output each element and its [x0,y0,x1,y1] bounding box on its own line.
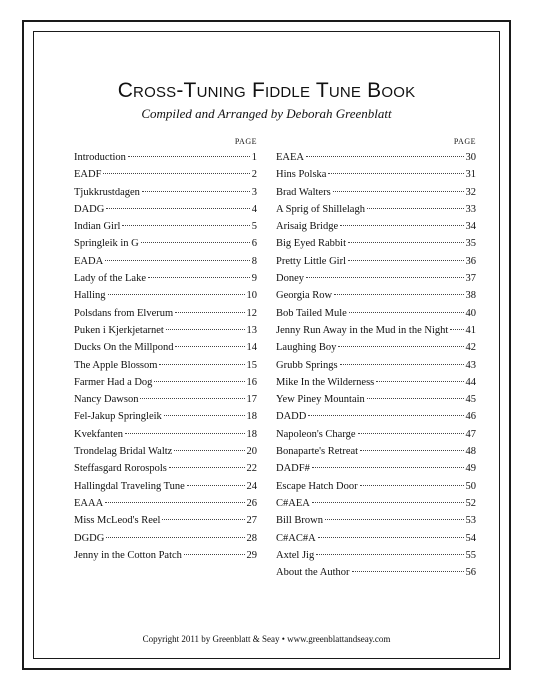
toc-entry [74,218,257,235]
dot-leader [108,294,245,295]
toc-entry-title: Brad Walters [276,186,331,198]
toc-entry-page: 47 [465,428,476,440]
toc-entry-title: Big Eyed Rabbit [276,238,346,250]
toc-entry [74,357,257,374]
toc-entry-page: 48 [465,446,476,458]
toc-entry-page: 30 [465,152,476,163]
toc-entry [276,253,476,270]
toc-column-right [276,134,476,581]
toc-entry [74,391,257,408]
toc-entry [276,357,476,374]
dot-leader [162,519,244,520]
toc-entry-page: 18 [246,428,257,440]
toc-entry-title: Yew Piney Mountain [276,394,365,406]
toc-entry-title: Indian Girl [74,221,121,233]
dot-leader [141,242,250,243]
toc-entry-title: Pretty Little Girl [276,255,346,267]
toc-entry [276,184,476,201]
toc-entry-title: EADF [74,169,102,181]
toc-entry-title: Farmer Had a Dog [74,376,153,388]
toc-entry [276,305,476,322]
toc-entry-title: Miss McLeod's Reel [74,515,161,527]
page-column-header: PAGE [234,137,257,146]
toc-entry [74,530,257,547]
toc-entry-title: DADG [74,203,105,215]
toc-entry-title: Polsdans from Elverum [74,307,174,319]
toc-entry-title: About the Author [276,567,350,579]
toc-entry [276,391,476,408]
toc-entry [74,495,257,512]
dot-leader [142,191,250,192]
toc-entry-page: 46 [465,411,476,423]
toc-entry-page: 12 [246,307,257,319]
toc-entry-page: 45 [465,394,476,406]
toc-entry [74,253,257,270]
dot-leader [450,329,463,330]
toc-entry [276,270,476,287]
toc-entry [74,339,257,356]
toc-list-left [74,149,257,564]
toc-entry [74,374,257,391]
toc-entry-page: 38 [465,290,476,302]
toc-entry-page: 8 [251,255,257,267]
toc-entry [74,149,257,166]
toc-entry-title: Napoleon's Charge [276,428,356,440]
toc-entry-title: Jenny in the Cotton Patch [74,549,182,561]
toc-entry-page: 54 [465,532,476,544]
toc-entry-page: 17 [246,394,257,406]
book-subtitle: Compiled and Arranged by Deborah Greenblatt [141,106,392,121]
toc-entry [276,426,476,443]
dot-leader [349,312,464,313]
dot-leader [159,364,244,365]
toc-entry-title: Jenny Run Away in the Mud in the Night [276,324,449,336]
toc-entry-title: Springleik in G [74,238,139,250]
dot-leader [105,502,244,503]
toc-entry-title: Doney [276,273,304,285]
toc-entry-page: 34 [465,221,476,233]
dot-leader [106,537,244,538]
toc-entry-title: Ducks On the Millpond [74,342,174,354]
dot-leader [334,294,463,295]
toc-entry-page: 9 [251,273,257,285]
toc-entry-page: 27 [246,515,257,527]
toc-list-right [276,149,476,581]
toc-entry-title: C#AC#A [276,532,316,544]
toc-entry [276,547,476,564]
toc-entry-page: 31 [465,169,476,181]
toc-entry-page: 24 [246,480,257,492]
toc-entry [74,460,257,477]
toc-entry-page: 1 [251,152,257,163]
dot-leader [367,398,464,399]
toc-entry [74,235,257,252]
toc-entry-page: 14 [246,342,257,354]
toc-entry-title: Fel-Jakup Springleik [74,411,162,423]
toc-entry-page: 33 [465,203,476,215]
toc-entry [276,339,476,356]
toc-entry-page: 6 [251,238,257,250]
dot-leader [122,225,249,226]
toc-entry-title: C#AEA [276,497,310,509]
toc-entry-page: 32 [465,186,476,198]
dot-leader [140,398,244,399]
toc-entry-title: Axtel Jig [276,549,315,561]
toc-entry-title: Bill Brown [276,515,323,527]
toc-entry-title: Halling [74,290,106,302]
toc-entry [276,495,476,512]
toc-entry-title: The Apple Blossom [74,359,158,371]
dot-leader [348,260,464,261]
toc-entry-page: 36 [465,255,476,267]
dot-leader [316,554,463,555]
toc-entry-title: Escape Hatch Door [276,480,358,492]
toc-entry-page: 26 [246,497,257,509]
toc-entry-page: 40 [465,307,476,319]
toc-entry-page: 15 [246,359,257,371]
dot-leader [367,208,464,209]
dot-leader [340,364,464,365]
toc-entry [74,408,257,425]
toc-entry-title: Puken i Kjerkjetarnet [74,324,164,336]
toc-entry-page: 55 [465,549,476,561]
dot-leader [175,346,244,347]
toc-entry-title: A Sprig of Shillelagh [276,203,365,215]
dot-leader [338,346,463,347]
toc-entry-page: 53 [465,515,476,527]
toc-entry-title: Bonaparte's Retreat [276,446,359,458]
toc-entry-page: 16 [246,376,257,388]
dot-leader [308,415,463,416]
dot-leader [148,277,250,278]
toc-entry-page: 41 [465,324,476,336]
dot-leader [348,242,464,243]
toc-entry-title: Trondelag Bridal Waltz [74,446,173,458]
dot-leader [166,329,245,330]
toc-entry [276,564,476,581]
toc-entry-page: 4 [251,203,257,215]
toc-entry [276,322,476,339]
dot-leader [328,173,463,174]
dot-leader [306,277,464,278]
toc-column-left [74,134,257,564]
toc-entry [74,305,257,322]
toc-entry-title: Bob Tailed Mule [276,307,347,319]
toc-entry [276,374,476,391]
toc-entry-title: Nancy Dawson [74,394,139,406]
toc-entry-page: 49 [465,463,476,475]
dot-leader [318,537,464,538]
toc-entry-title: Steffasgard Rorospols [74,463,167,475]
toc-entry-page: 3 [251,186,257,198]
toc-entry-title: EADA [74,255,104,267]
toc-entry-title: Arisaig Bridge [276,221,339,233]
dot-leader [360,450,463,451]
toc-entry-page: 37 [465,273,476,285]
toc-entry-page: 18 [246,411,257,423]
toc-entry-page: 5 [251,221,257,233]
toc-entry [276,166,476,183]
dot-leader [164,415,245,416]
toc-entry-page: 2 [251,169,257,181]
toc-entry [276,460,476,477]
page-column-header: PAGE [453,137,476,146]
toc-entry [74,322,257,339]
toc-entry [276,443,476,460]
toc-entry [276,201,476,218]
toc-entry-page: 29 [246,549,257,561]
toc-entry-page: 52 [465,497,476,509]
dot-leader [105,260,250,261]
toc-entry-title: DGDG [74,532,105,544]
dot-leader [103,173,249,174]
dot-leader [340,225,463,226]
toc-entry [74,201,257,218]
toc-entry-title: Hins Polska [276,169,327,181]
toc-entry [74,478,257,495]
toc-entry-page: 43 [465,359,476,371]
dot-leader [312,467,464,468]
toc-entry-page: 35 [465,238,476,250]
dot-leader [125,433,245,434]
dot-leader [106,208,249,209]
toc-entry [276,478,476,495]
dot-leader [174,450,244,451]
toc-entry-title: Tjukkrustdagen [74,186,140,198]
dot-leader [187,485,245,486]
toc-entry-title: Kvekfanten [74,428,123,440]
toc-entry-page: 42 [465,342,476,354]
dot-leader [154,381,244,382]
toc-entry-page: 10 [246,290,257,302]
toc-entry-page: 22 [246,463,257,475]
toc-entry-page: 56 [465,567,476,579]
dot-leader [325,519,464,520]
book-title: Cross-Tuning Fiddle Tune Book [117,79,416,102]
toc-entry [276,408,476,425]
toc-entry [74,426,257,443]
copyright-footer: Copyright 2011 by Greenblatt & Seay • www.greenblattandseay.com [142,634,391,644]
toc-entry-page: 28 [246,532,257,544]
dot-leader [169,467,245,468]
toc-entry [74,184,257,201]
toc-entry-title: Lady of the Lake [74,273,147,285]
toc-entry [74,166,257,183]
toc-entry-page: 13 [246,324,257,336]
toc-entry-title: Mike In the Wilderness [276,376,375,388]
dot-leader [184,554,245,555]
dot-leader [358,433,464,434]
dot-leader [306,156,464,157]
dot-leader [312,502,464,503]
toc-entry-page: 20 [246,446,257,458]
toc-entry-title: Grubb Springs [276,359,338,371]
toc-entry-title: Hallingdal Traveling Tune [74,480,185,492]
toc-entry [74,547,257,564]
toc-entry-page: 44 [465,376,476,388]
dot-leader [128,156,250,157]
toc-entry [276,235,476,252]
toc-entry-page: 50 [465,480,476,492]
dot-leader [175,312,244,313]
dot-leader [360,485,464,486]
toc-entry-title: EAAA [74,497,104,509]
toc-entry-title: DADD [276,411,307,423]
dot-leader [333,191,464,192]
toc-entry [276,530,476,547]
toc-entry-title: Georgia Row [276,290,333,302]
toc-entry-title: Laughing Boy [276,342,337,354]
dot-leader [376,381,463,382]
toc-entry-title: DADF# [276,463,310,475]
toc-entry [74,443,257,460]
dot-leader [352,571,464,572]
toc-entry [276,218,476,235]
toc-entry [276,512,476,529]
toc-entry [276,287,476,304]
toc-entry [74,287,257,304]
toc-entry [74,270,257,287]
toc-entry [74,512,257,529]
toc-entry-title: Introduction [74,152,126,163]
toc-entry-title: EAEA [276,152,304,163]
toc-entry [276,149,476,166]
